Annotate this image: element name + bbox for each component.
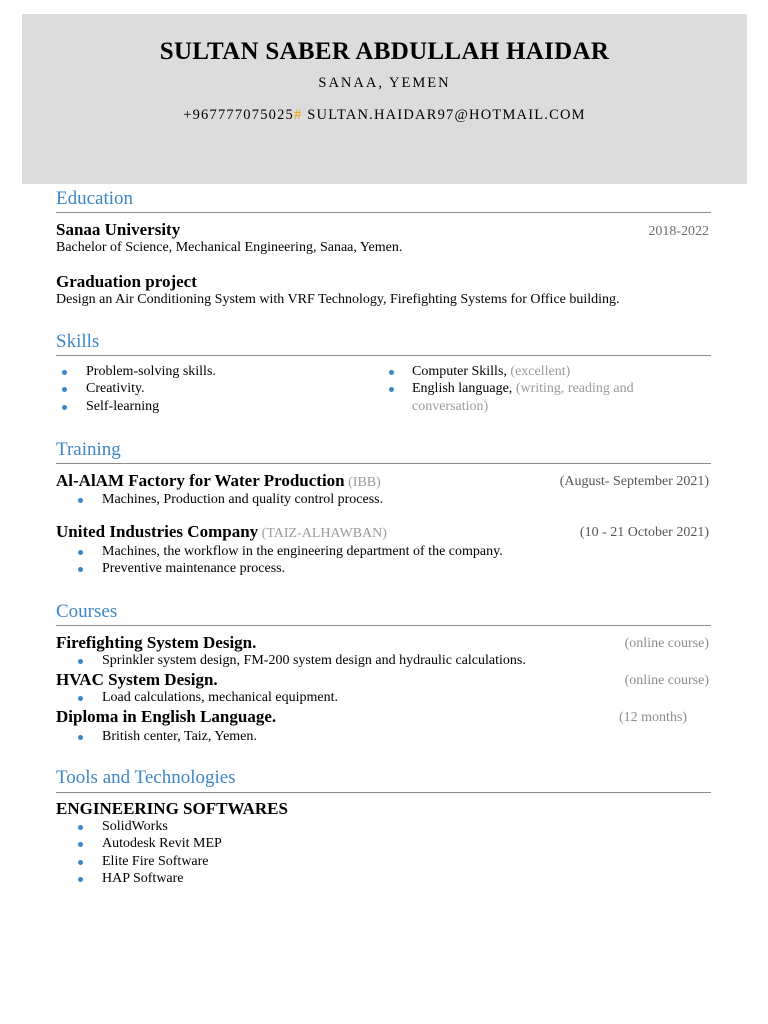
course-name: HVAC System Design. xyxy=(56,670,218,689)
course-bullet: Load calculations, mechanical equipment. xyxy=(102,690,338,705)
tools-heading: Tools and Technologies xyxy=(56,767,236,788)
degree: Bachelor of Science, Mechanical Engineering, Sanaa, Yemen. xyxy=(56,240,403,255)
project-title: Graduation project xyxy=(56,272,197,291)
bullet xyxy=(78,860,83,865)
skill-note-continued: conversation) xyxy=(412,399,489,414)
skill-item: Creativity. xyxy=(86,381,145,396)
training-dates: (August- September 2021) xyxy=(559,474,709,489)
bullet xyxy=(78,842,83,847)
training-org xyxy=(56,471,381,491)
tool-item: Elite Fire Software xyxy=(102,854,209,869)
bullet xyxy=(78,825,83,830)
org-name: United Industries Company xyxy=(56,522,259,541)
email: SULTAN.HAIDAR97@HOTMAIL.COM xyxy=(302,107,586,123)
bullet xyxy=(78,659,83,664)
education-dates: 2018-2022 xyxy=(648,224,709,239)
phone: +967777075025 xyxy=(183,107,294,123)
tools-subtitle: ENGINEERING SOFTWARES xyxy=(56,799,288,818)
org-name: Al-AlAM Factory for Water Production xyxy=(56,471,345,490)
bullet xyxy=(78,550,83,555)
course-bullet: Sprinkler system design, FM-200 system design and hydraulic calculations. xyxy=(102,653,526,668)
bullet xyxy=(78,877,83,882)
bullet xyxy=(389,387,394,392)
skill-note: (excellent) xyxy=(510,364,571,379)
skill-item xyxy=(412,364,570,380)
school-name: Sanaa University xyxy=(56,220,181,239)
bullet xyxy=(62,405,67,410)
tool-item: Autodesk Revit MEP xyxy=(102,836,222,851)
tool-item: HAP Software xyxy=(102,871,184,886)
courses-heading: Courses xyxy=(56,601,118,622)
skill-item: Self-learning xyxy=(86,399,160,414)
resume-header xyxy=(22,14,747,184)
training-heading: Training xyxy=(56,439,121,460)
bullet xyxy=(62,370,67,375)
bullet xyxy=(78,696,83,701)
tools-divider xyxy=(56,792,711,793)
project-description: Design an Air Conditioning System with VRF Technology, Firefighting Systems for Office building. xyxy=(56,292,620,307)
bullet xyxy=(78,735,83,740)
courses-divider xyxy=(56,625,711,626)
bullet xyxy=(78,567,83,572)
skill-name: Computer Skills, xyxy=(412,364,511,379)
skill-item: Problem-solving skills. xyxy=(86,364,216,379)
training-dates: (10 - 21 October 2021) xyxy=(579,525,709,540)
education-divider xyxy=(56,212,711,213)
course-name: Firefighting System Design. xyxy=(56,633,257,652)
course-type: (12 months) xyxy=(619,710,688,725)
org-place: (TAIZ-ALHAWBAN) xyxy=(258,526,387,541)
person-name: SULTAN SABER ABDULLAH HAIDAR xyxy=(159,38,610,65)
training-divider xyxy=(56,463,711,464)
contact-line xyxy=(22,107,747,124)
training-bullet: Machines, Production and quality control process. xyxy=(102,492,384,507)
course-name: Diploma in English Language. xyxy=(56,707,277,726)
training-bullet: Preventive maintenance process. xyxy=(102,561,286,576)
training-bullet: Machines, the workflow in the engineering department of the company. xyxy=(102,544,503,559)
skill-item xyxy=(412,381,634,397)
bullet xyxy=(389,370,394,375)
tool-item: SolidWorks xyxy=(102,819,168,834)
bullet xyxy=(78,498,83,503)
course-bullet: British center, Taiz, Yemen. xyxy=(102,729,257,744)
skills-divider xyxy=(56,355,711,356)
separator: # xyxy=(294,107,303,123)
course-type: (online course) xyxy=(624,636,709,651)
education-heading: Education xyxy=(56,188,134,209)
bullet xyxy=(62,387,67,392)
training-org xyxy=(56,522,387,542)
org-place: (IBB) xyxy=(344,475,381,490)
location: SANAA, YEMEN xyxy=(318,75,451,91)
skill-note: (writing, reading and xyxy=(515,381,634,396)
course-type: (online course) xyxy=(624,673,709,688)
skill-name: English language, xyxy=(412,381,516,396)
skills-heading: Skills xyxy=(56,331,100,352)
